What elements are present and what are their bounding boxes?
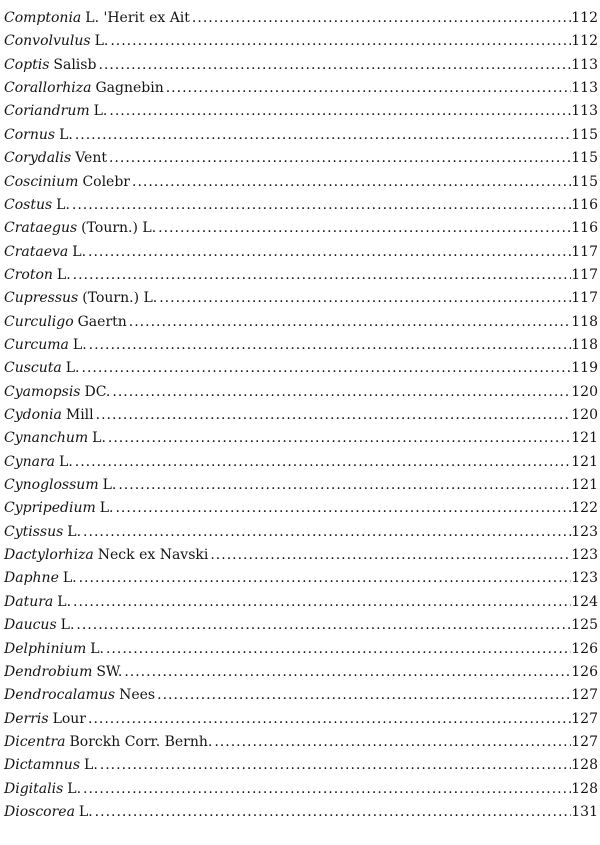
genus-name: Daucus: [4, 617, 57, 634]
genus-name: Digitalis: [4, 780, 64, 797]
dot-leader: [94, 404, 572, 427]
page-number: 126: [571, 640, 598, 657]
index-entry: [4, 801, 598, 824]
author-citation: L.: [102, 477, 117, 493]
dot-leader: [108, 30, 571, 53]
dot-leader: [212, 731, 571, 754]
page-number: 123: [571, 547, 598, 564]
index-entry: [4, 357, 598, 380]
index-entry: [4, 334, 598, 357]
index-entry: [4, 521, 598, 544]
author-citation: L.: [59, 126, 73, 143]
dot-leader: [73, 451, 571, 474]
index-entry: [4, 241, 598, 264]
author-citation: L.: [72, 243, 87, 260]
page-number: 120: [571, 407, 598, 423]
author-citation: Mill: [65, 407, 94, 423]
author-citation: (Tourn.) L.: [81, 220, 157, 237]
index-entry: [4, 124, 598, 147]
dot-leader: [164, 77, 572, 100]
dot-leader: [80, 357, 572, 380]
index-entry: [4, 754, 598, 777]
index-entry: [4, 7, 598, 30]
genus-name: Corallorhiza: [4, 80, 92, 97]
genus-name: Dactylorhiza: [4, 547, 94, 564]
author-citation: Lour: [52, 710, 86, 727]
page-number: 119: [571, 360, 598, 377]
dot-leader: [107, 100, 571, 123]
dot-leader: [190, 7, 571, 30]
author-citation: L.: [90, 640, 104, 657]
page-number: 113: [571, 103, 598, 120]
index-entry: [4, 638, 598, 661]
dot-leader: [104, 638, 571, 661]
index-entry: [4, 474, 598, 497]
dot-leader: [87, 334, 572, 357]
page-number: 121: [571, 453, 598, 470]
dot-leader: [96, 54, 571, 77]
page-number: 127: [571, 710, 598, 727]
page-number: 122: [571, 500, 598, 517]
dot-leader: [122, 661, 571, 684]
index-entry: [4, 778, 598, 801]
genus-name: Coscinium: [4, 173, 79, 190]
author-citation: L.: [60, 617, 75, 634]
index-entry: [4, 381, 598, 404]
index-entry: [4, 684, 598, 707]
dot-leader: [157, 287, 571, 310]
dot-leader: [71, 264, 572, 287]
page-number: 113: [571, 56, 598, 73]
page-number: 124: [571, 593, 598, 610]
dot-leader: [155, 684, 571, 707]
index-entry: [4, 661, 598, 684]
dot-leader: [86, 708, 571, 731]
genus-name: Curcuma: [4, 336, 69, 353]
page-number: 128: [571, 757, 598, 774]
dot-leader: [208, 544, 571, 567]
genus-name: Delphinium: [4, 640, 87, 657]
genus-name: Croton: [4, 266, 53, 283]
genus-name: Cynoglossum: [4, 477, 99, 493]
genus-name: Datura: [4, 593, 54, 610]
index-entry: [4, 54, 598, 77]
author-citation: L.: [56, 266, 71, 283]
author-citation: Vent: [75, 150, 107, 167]
dot-leader: [81, 778, 571, 801]
dot-leader: [116, 474, 571, 497]
page-number: 118: [571, 313, 598, 330]
index-entry: [4, 217, 598, 240]
author-citation: L.: [57, 593, 72, 610]
author-citation: Neck ex Navski: [97, 547, 209, 564]
genus-name: Corydalis: [4, 150, 72, 167]
author-citation: DC.: [84, 383, 111, 400]
dot-leader: [130, 171, 571, 194]
page-number: 121: [571, 430, 598, 447]
author-citation: L.: [72, 336, 87, 353]
index-entry: [4, 591, 598, 614]
index-entry: [4, 77, 598, 100]
index-entry: [4, 287, 598, 310]
page-number: 123: [571, 523, 598, 540]
dot-leader: [86, 241, 571, 264]
index-entry: [4, 544, 598, 567]
genus-name: Crataeva: [4, 243, 69, 260]
author-citation: L.: [65, 360, 80, 377]
author-citation: Salisb: [53, 56, 97, 73]
genus-name: Dendrobium: [4, 663, 93, 680]
author-citation: L.: [62, 570, 77, 587]
index-entry: [4, 497, 598, 520]
dot-leader: [81, 521, 571, 544]
index-entry: [4, 404, 598, 427]
author-citation: L.: [78, 803, 93, 820]
author-citation: L.: [92, 430, 106, 447]
dot-leader: [127, 311, 571, 334]
author-citation: L.: [56, 196, 70, 213]
page-number: 113: [571, 80, 598, 97]
dot-leader: [73, 124, 571, 147]
genus-name: Curculigo: [4, 313, 74, 330]
author-citation: Colebr: [82, 173, 130, 190]
page-number: 123: [571, 570, 598, 587]
author-citation: L.: [94, 33, 109, 50]
genus-name: Coriandrum: [4, 103, 90, 120]
genus-name: Cynanchum: [4, 430, 89, 447]
index-entry: [4, 264, 598, 287]
page-number: 116: [571, 220, 598, 237]
dot-leader: [110, 381, 571, 404]
genus-name: Dicentra: [4, 733, 66, 750]
genus-name: Dictamnus: [4, 757, 81, 774]
author-citation: L.: [67, 780, 82, 797]
author-citation: Nees: [119, 687, 156, 704]
genus-name: Convolvulus: [4, 33, 91, 50]
genus-name: Coptis: [4, 56, 50, 73]
dot-leader: [113, 497, 571, 520]
page-number: 117: [571, 266, 598, 283]
index-entry: [4, 451, 598, 474]
author-citation: SW.: [96, 663, 123, 680]
genus-name: Cydonia: [4, 407, 62, 423]
index-entry: [4, 427, 598, 450]
page-number: 125: [571, 617, 598, 634]
page-number: 128: [571, 780, 598, 797]
dot-leader: [77, 567, 572, 590]
dot-leader: [156, 217, 571, 240]
genus-name: Cytissus: [4, 523, 64, 540]
page-number: 131: [571, 803, 598, 820]
page-number: 120: [571, 383, 598, 400]
page-number: 118: [571, 336, 598, 353]
genus-name: Cornus: [4, 126, 56, 143]
page-number: 112: [571, 10, 598, 26]
dot-leader: [70, 194, 571, 217]
dot-leader: [106, 427, 571, 450]
genus-name: Dendrocalamus: [4, 687, 116, 704]
index-entry: [4, 194, 598, 217]
genus-name: Dioscorea: [4, 803, 75, 820]
index-entry: [4, 708, 598, 731]
page-number: 112: [571, 33, 598, 50]
page-number: 115: [571, 150, 598, 167]
index-entry: [4, 171, 598, 194]
author-citation: L. 'Herit ex Ait: [85, 10, 190, 26]
index-entry: [4, 100, 598, 123]
author-citation: L.: [67, 523, 82, 540]
page-number: 116: [571, 196, 598, 213]
author-citation: Borckh Corr. Bernh.: [69, 733, 213, 750]
page-number: 115: [571, 173, 598, 190]
genus-name: Crataegus: [4, 220, 78, 237]
page-number: 117: [571, 290, 598, 307]
index-entry: [4, 30, 598, 53]
genus-name: Cupressus: [4, 290, 79, 307]
author-citation: Gagnebin: [95, 80, 164, 97]
genus-name: Cuscuta: [4, 360, 62, 377]
index-entry: [4, 147, 598, 170]
genus-name: Derris: [4, 710, 49, 727]
author-citation: L.: [84, 757, 98, 774]
author-citation: L.: [99, 500, 114, 517]
genus-name: Cypripedium: [4, 500, 96, 517]
genus-name: Cynara: [4, 453, 56, 470]
dot-leader: [74, 614, 571, 637]
index-entry: [4, 567, 598, 590]
page-number: 126: [571, 663, 598, 680]
page-number: 127: [571, 687, 598, 704]
page-number: 121: [571, 477, 598, 493]
dot-leader: [71, 591, 571, 614]
dot-leader: [93, 801, 572, 824]
author-citation: L.: [93, 103, 108, 120]
author-citation: L.: [59, 453, 73, 470]
index-entry: [4, 614, 598, 637]
dot-leader: [98, 754, 572, 777]
genus-name: Comptonia: [4, 10, 82, 26]
dot-leader: [107, 147, 571, 170]
page-number: 115: [571, 126, 598, 143]
index-entry: [4, 311, 598, 334]
page-number: 127: [571, 733, 598, 750]
index-entry: [4, 731, 598, 754]
genus-name: Cyamopsis: [4, 383, 81, 400]
author-citation: (Tourn.) L.: [82, 290, 158, 307]
genus-name: Costus: [4, 196, 53, 213]
genus-name: Daphne: [4, 570, 59, 587]
author-citation: Gaertn: [77, 313, 127, 330]
page-number: 117: [571, 243, 598, 260]
